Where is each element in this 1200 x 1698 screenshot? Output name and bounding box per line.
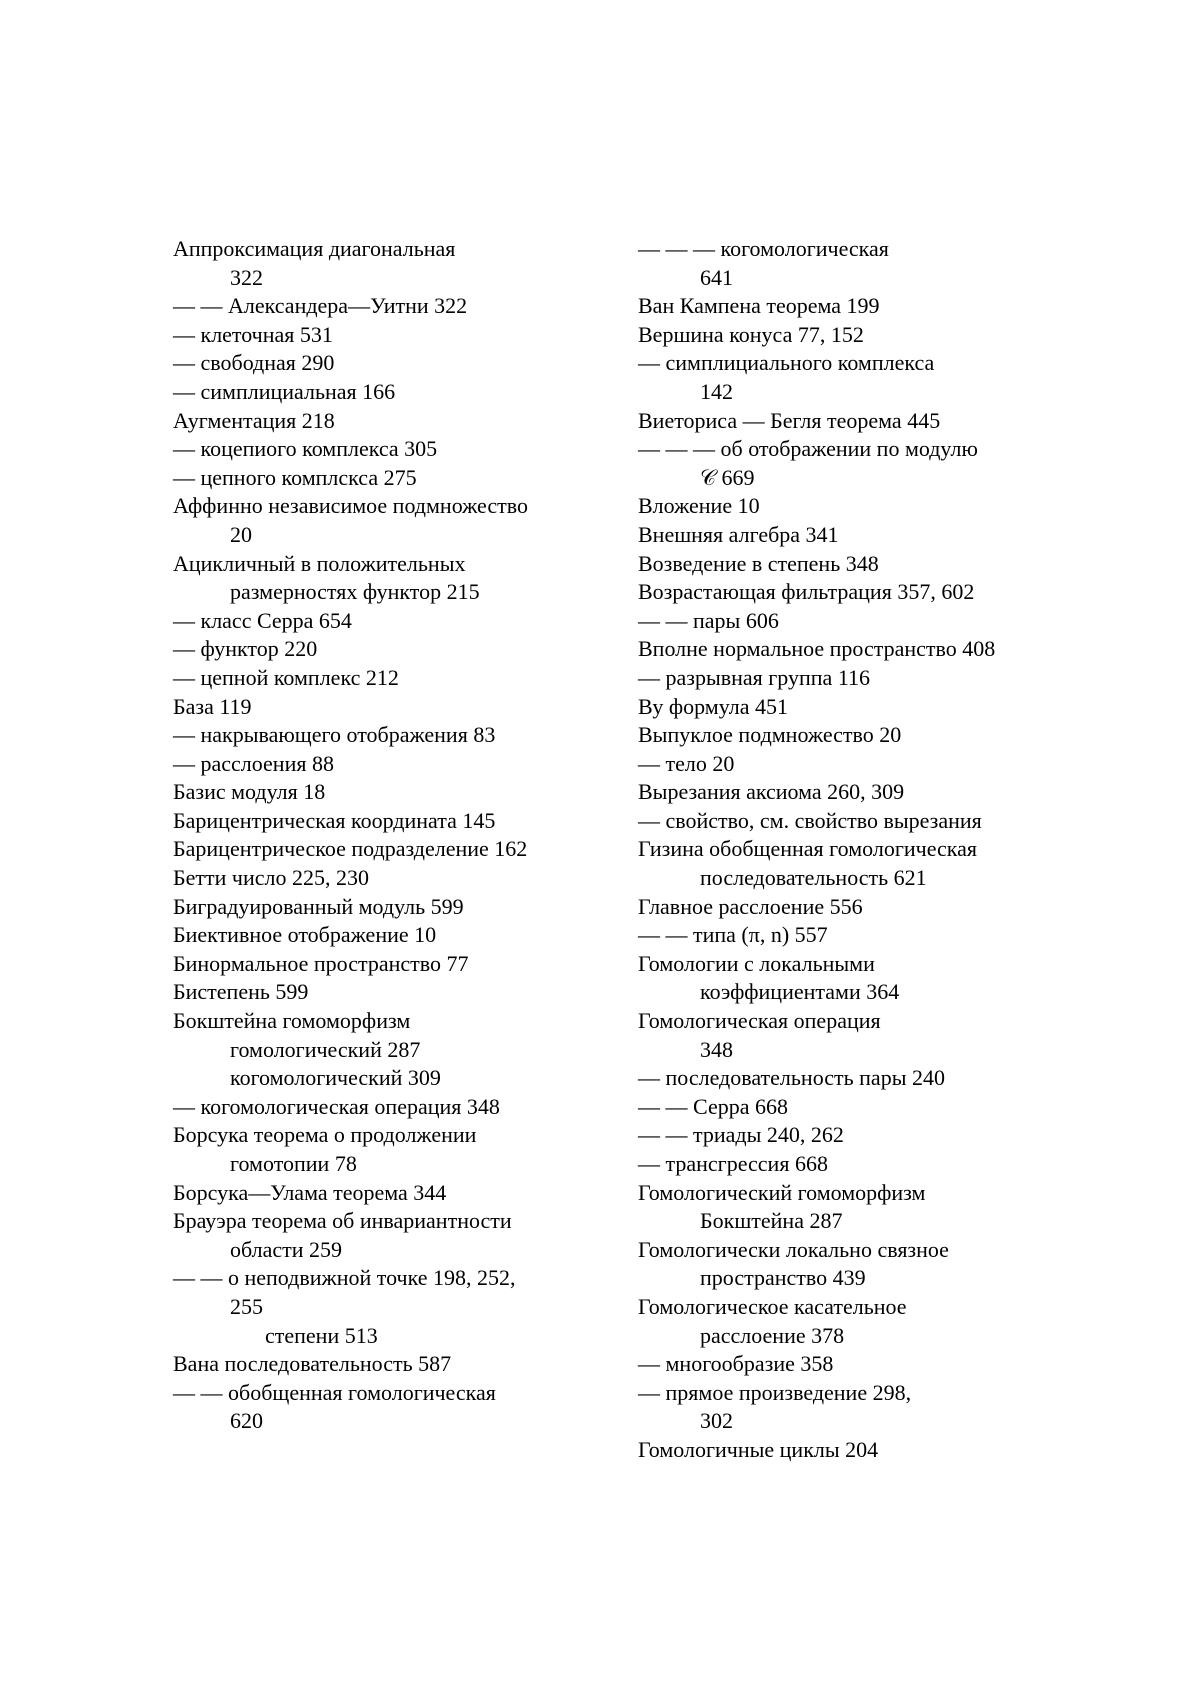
index-entry: — разрывная группа 116 <box>638 664 1058 693</box>
index-entry: — клеточная 531 <box>173 321 633 350</box>
index-entry: Вполне нормальное пространство 408 <box>638 635 1058 664</box>
index-entry: — класс Серра 654 <box>173 607 633 636</box>
index-entry: Возрастающая фильтрация 357, 602 <box>638 578 1058 607</box>
index-entry: — трансгрессия 668 <box>638 1150 1058 1179</box>
index-entry: Гомологический гомоморфизм <box>638 1179 1058 1208</box>
index-entry: 20 <box>173 521 633 550</box>
index-entry: 142 <box>638 378 1058 407</box>
index-entry: 641 <box>638 264 1058 293</box>
index-entry: — — обобщенная гомологическая <box>173 1379 633 1408</box>
index-entry: — многообразие 358 <box>638 1350 1058 1379</box>
index-entry: — симплициальная 166 <box>173 378 633 407</box>
index-entry: Гомологии с локальными <box>638 950 1058 979</box>
index-entry: Ацикличный в положительных <box>173 550 633 579</box>
index-entry: Гомологическая операция <box>638 1007 1058 1036</box>
index-entry: Главное расслоение 556 <box>638 893 1058 922</box>
index-entry: Базис модуля 18 <box>173 778 633 807</box>
index-entry: Вырезания аксиома 260, 309 <box>638 778 1058 807</box>
index-entry: — цепной комплекс 212 <box>173 664 633 693</box>
index-entry: степени 513 <box>173 1322 633 1351</box>
index-entry: Возведение в степень 348 <box>638 550 1058 579</box>
index-entry: Бинормальное пространство 77 <box>173 950 633 979</box>
index-entry: гомологический 287 <box>173 1036 633 1065</box>
index-entry: — коцепиого комплекса 305 <box>173 435 633 464</box>
index-entry: 348 <box>638 1036 1058 1065</box>
index-entry: — симплициального комплекса <box>638 349 1058 378</box>
index-entry: 255 <box>173 1293 633 1322</box>
index-entry: Брауэра теорема об инвариантности <box>173 1207 633 1236</box>
index-entry: — функтор 220 <box>173 635 633 664</box>
index-entry: Аффинно независимое подмножество <box>173 492 633 521</box>
index-entry: — — пары 606 <box>638 607 1058 636</box>
index-entry: — — типа (π, n) 557 <box>638 921 1058 950</box>
index-entry: — расслоения 88 <box>173 750 633 779</box>
index-entry: Ван Кампена теорема 199 <box>638 292 1058 321</box>
index-entry: — последовательность пары 240 <box>638 1064 1058 1093</box>
index-entry: Ву формула 451 <box>638 693 1058 722</box>
index-entry: Вложение 10 <box>638 492 1058 521</box>
index-entry: — — Серра 668 <box>638 1093 1058 1122</box>
index-entry: области 259 <box>173 1236 633 1265</box>
index-entry: Бокштейна 287 <box>638 1207 1058 1236</box>
index-entry: Барицентрическая координата 145 <box>173 807 633 836</box>
index-entry: 620 <box>173 1407 633 1436</box>
index-entry: Борсука—Улама теорема 344 <box>173 1179 633 1208</box>
index-entry: когомологический 309 <box>173 1064 633 1093</box>
index-entry: Аппроксимация диагональная <box>173 235 633 264</box>
index-entry: Биективное отображение 10 <box>173 921 633 950</box>
index-entry: Внешняя алгебра 341 <box>638 521 1058 550</box>
index-entry: Борсука теорема о продолжении <box>173 1121 633 1150</box>
index-entry: — — триады 240, 262 <box>638 1121 1058 1150</box>
index-entry: Барицентрическое подразделение 162 <box>173 835 633 864</box>
index-entry: гомотопии 78 <box>173 1150 633 1179</box>
index-entry: расслоение 378 <box>638 1322 1058 1351</box>
index-column-right <box>638 235 1058 1465</box>
index-entry: 322 <box>173 264 633 293</box>
index-entry: Выпуклое подмножество 20 <box>638 721 1058 750</box>
index-entry: — свободная 290 <box>173 349 633 378</box>
index-entry: Вана последовательность 587 <box>173 1350 633 1379</box>
index-entry: — — Александера—Уитни 322 <box>173 292 633 321</box>
index-entry: пространство 439 <box>638 1264 1058 1293</box>
index-entry: 302 <box>638 1407 1058 1436</box>
index-entry: Бистепень 599 <box>173 978 633 1007</box>
index-entry: — накрывающего отображения 83 <box>173 721 633 750</box>
index-entry: — — — когомологическая <box>638 235 1058 264</box>
index-entry: коэффициентами 364 <box>638 978 1058 1007</box>
index-entry: Биградуированный модуль 599 <box>173 893 633 922</box>
index-entry: Виеториса — Бегля теорема 445 <box>638 407 1058 436</box>
index-entry: — тело 20 <box>638 750 1058 779</box>
index-entry: Бетти число 225, 230 <box>173 864 633 893</box>
index-entry: — когомологическая операция 348 <box>173 1093 633 1122</box>
index-entry: размерностях функтор 215 <box>173 578 633 607</box>
index-entry: — свойство, см. свойство вырезания <box>638 807 1058 836</box>
index-entry: последовательность 621 <box>638 864 1058 893</box>
index-entry: 𝒞 669 <box>638 464 1058 493</box>
index-entry: Бокштейна гомоморфизм <box>173 1007 633 1036</box>
index-entry: Гомологически локально связное <box>638 1236 1058 1265</box>
index-entry: — цепного комплскса 275 <box>173 464 633 493</box>
index-column-left <box>173 235 633 1436</box>
index-entry: Гомологическое касательное <box>638 1293 1058 1322</box>
index-entry: — — — об отображении по модулю <box>638 435 1058 464</box>
index-entry: Вершина конуса 77, 152 <box>638 321 1058 350</box>
index-entry: Гизина обобщенная гомологическая <box>638 835 1058 864</box>
index-entry: База 119 <box>173 693 633 722</box>
index-entry: — — о неподвижной точке 198, 252, <box>173 1264 633 1293</box>
index-entry: Аугментация 218 <box>173 407 633 436</box>
index-entry: — прямое произведение 298, <box>638 1379 1058 1408</box>
index-entry: Гомологичные циклы 204 <box>638 1436 1058 1465</box>
